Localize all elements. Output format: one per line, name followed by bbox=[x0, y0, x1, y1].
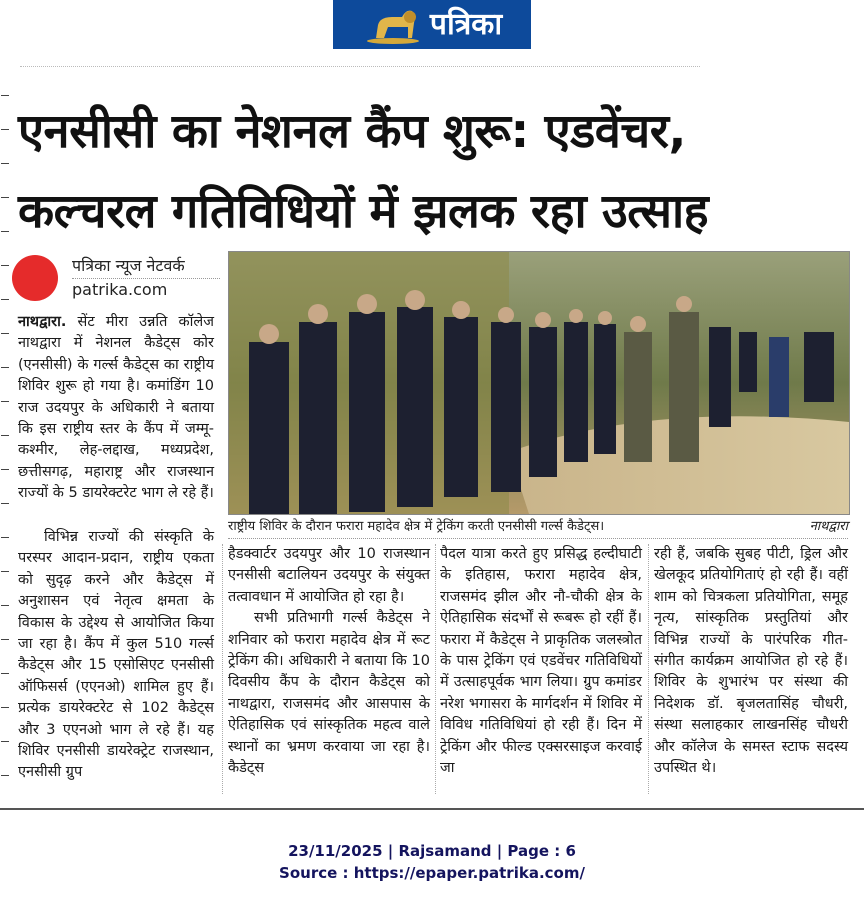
patrika-logo bbox=[333, 0, 531, 49]
article-column-2 bbox=[228, 544, 430, 779]
bottom-rule bbox=[0, 808, 864, 810]
paragraph: सेंट मीरा उन्नति कॉलेज नाथद्वारा में नेशनल कैडेट्स कोर (एनसीसी) के गर्ल्स कैडेट्स का राष्ट्रीय शिविर शुरू हो गया है। कमांडिंग 10 राज उदयपुर के अधिकारी ने बताया कि इस राष्ट्रीय स्तर के कैंप में जम्मू-कश्मीर, लेह-लद्दाख, मध्यप्रदेश, छत्तीसगढ़, महाराष्ट्र और राजस्थान राज्यों के 5 डायरेक्टरेट भाग ले रहे हैं। bbox=[18, 314, 215, 502]
trekking-photo bbox=[229, 252, 849, 514]
byline-site: patrika.com bbox=[72, 280, 168, 299]
byline-network: पत्रिका न्यूज नेटवर्क bbox=[72, 254, 220, 279]
footer-date-edition: 23/11/2025 | Rajsamand | Page : 6 bbox=[288, 842, 576, 860]
paragraph: रही हैं, जबकि सुबह पीटी, ड्रिल और खेलकूद प्रतियोगिताएं हो रही हैं। वहीं शाम को चित्रकला प्रतियोगिता, समूह नृत्य, सांस्कृतिक प्रस्तुतियां और विभिन्न राज्यों के पारंपरिक गीत-संगीत कार्यक्रम आयोजित हो रहे हैं। शिविर के शुभारंभ पर संस्था की निदेशक डॉ. बृजलतासिंह चौधरी, संस्था सलाहकार लाखनसिंह चौधरी और कॉलेज के समस्त स्टाफ सदस्य उपस्थित थे। bbox=[654, 546, 848, 777]
source-footer bbox=[0, 840, 864, 884]
column-divider bbox=[435, 544, 436, 794]
paragraph: पैदल यात्रा करते हुए प्रसिद्ध हल्दीघाटी के इतिहास, फरारा महादेव क्षेत्र, राजसमंद झील और नौ-चौकी क्षेत्र के ऐतिहासिक संदर्भों से रूबरू हो रहीं हैं। फरारा में कैडेट्स ने प्राकृतिक जलस्त्रोत के पास ट्रेकिंग एवं एडवेंचर गतिविधियों में उत्साहपूर्वक भाग लिया। ग्रुप कमांडर नरेश भगासरा के मार्गदर्शन में शिविर में विविध गतिविधियां हो रही हैं। दिन में ट्रेकिंग और फील्ड एक्सरसाइज करवाई जा bbox=[440, 546, 642, 777]
red-dot-icon bbox=[12, 255, 58, 301]
article-column-1-bottom bbox=[18, 527, 214, 784]
caption-text: राष्ट्रीय शिविर के दौरान फरारा महादेव क्षेत्र में ट्रेकिंग करती एनसीसी गर्ल्स कैडेट्स। bbox=[228, 519, 605, 534]
column-divider bbox=[648, 544, 649, 794]
byline bbox=[10, 252, 222, 302]
paragraph: सभी प्रतिभागी गर्ल्स कैडेट्स ने शनिवार को फरारा महादेव क्षेत्र में रूट ट्रेकिंग की। अधिकारी ने बताया कि 10 दिवसीय कैंप के दौरान कैडेट्स को नाथद्वारा, राजसमंद और आसपास के ऐतिहासिक एवं सांस्कृतिक महत्व वाले स्थानों का भ्रमण करवाया जा रहा है। कैडेट्स bbox=[228, 610, 430, 777]
article-photo bbox=[228, 251, 850, 515]
paragraph: हैडक्वार्टर उदयपुर और 10 राजस्थान एनसीसी बटालियन उदयपुर के संयुक्त तत्वावधान में आयोजित हो रहा है। bbox=[228, 546, 430, 605]
article-column-4 bbox=[654, 544, 848, 779]
logo-text: पत्रिका bbox=[429, 6, 503, 42]
paragraph: विभिन्न राज्यों की संस्कृति के परस्पर आदान-प्रदान, राष्ट्रीय एकता को सुदृढ़ करने और कैडेट्स में अनुशासन एवं नेतृत्व क्षमता के विकास के उद्देश्य से आयोजित किया जा रहा है। कैंप में कुल 510 गर्ल्स कैडेट्स और 15 एसोसिएट एनसीसी ऑफिसर्स (एएनओ) शामिल हुए हैं। प्रत्येक डायरेक्टरेट से 102 कैडेट्स और 3 एएनओ भाग ले रहे हैं। यह शिविर एनसीसी डायरेक्ट्रेट राजस्थान, एनसीसी ग्रुप bbox=[18, 529, 214, 781]
photo-caption bbox=[228, 516, 848, 539]
headline-line: एनसीसी का नेशनल कैंप शुरू: एडवेंचर, bbox=[18, 104, 686, 159]
column-divider bbox=[222, 544, 223, 794]
dateline: नाथद्वारा. bbox=[18, 314, 67, 330]
footer-source: Source : https://epaper.patrika.com/ bbox=[279, 864, 585, 882]
caption-place: नाथद्वारा bbox=[809, 519, 848, 534]
lion-emblem-icon bbox=[362, 5, 424, 45]
headline bbox=[18, 92, 858, 252]
headline-line: कल्चरल गतिविधियों में झलक रहा उत्साह bbox=[18, 184, 709, 239]
article-column-3 bbox=[440, 544, 642, 779]
cropped-top-strip bbox=[20, 66, 700, 70]
article-column-1-top bbox=[18, 312, 214, 505]
